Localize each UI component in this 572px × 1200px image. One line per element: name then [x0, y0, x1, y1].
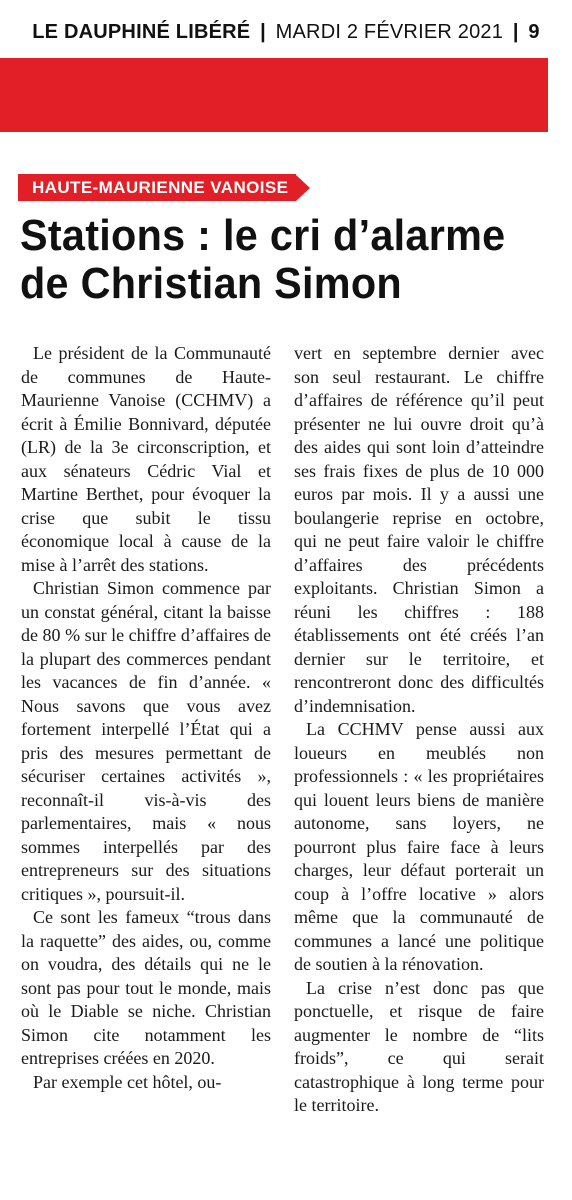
rubric-arrow-icon — [296, 175, 310, 201]
page-number: 9 — [528, 21, 540, 43]
paragraph — [21, 1071, 271, 1095]
article-headline — [20, 212, 528, 308]
paragraph — [294, 718, 544, 977]
column-divider — [282, 345, 283, 1180]
article-column-left — [21, 342, 271, 1094]
section-rubric — [18, 174, 310, 201]
paragraph-text: Par exemple cet hôtel, ou- — [33, 1071, 222, 1092]
newspaper-name: LE DAUPHINÉ LIBÉRÉ — [32, 21, 251, 43]
paragraph-text: Ce sont les fameux “trous dans la raquette” des aides, ou, comme on voudra, des détails qui ne le sont pas pour tout le monde, mais où le Diable se niche. Christian Simon cite notamment les entreprises créées en 2020. — [21, 907, 271, 1068]
paragraph-text: La CCHMV pense aussi aux loueurs en meublés non professionnels : « les propriétaires qui louent leurs biens de manière autonome, sans loyers, ne pourront plus faire face à leurs charges, leur défaut porterait un coup à l’offre locative » alors même que la communauté de communes a lancé une politique de soutien à la rénovation. — [294, 719, 544, 974]
red-banner — [0, 58, 548, 132]
article-column-right — [294, 342, 544, 1118]
paragraph — [21, 342, 271, 577]
paragraph-text: La crise n’est donc pas que ponctuelle, et risque de faire augmenter le nombre de “lits froids”, ce qui serait catastrophique à long terme pour le territoire. — [294, 977, 544, 1115]
paragraph-text: Le président de la Communauté de communes de Haute-Maurienne Vanoise (CCHMV) a écrit à Émilie Bonnivard, députée (LR) de la 3e circonscription, et aux sénateurs Cédric Vial et Martine Berthet, pour évoquer la crise que subit le tissu économique local à cause de la mise à l’arrêt des stations. — [21, 343, 271, 575]
page-header — [0, 0, 572, 64]
paragraph-text: Christian Simon commence par un constat général, citant la baisse de 80 % sur le chiffre d’affaires de la plupart des commerces pendant les vacances de fin d’année. « Nous savons que vous avez fortement interpellé l’État qui a pris des mesures permettant de sécuriser certaines activités », reconnaît-il vis-à-vis des parlementaires, mais « nous sommes interpellés par des entrepreneurs sur des situations critiques », poursuit-il. — [21, 578, 271, 904]
paragraph — [21, 577, 271, 906]
paragraph — [294, 977, 544, 1118]
headline-line-1: Stations : le cri d’alarme — [20, 211, 506, 260]
paragraph — [21, 906, 271, 1071]
rubric-label: HAUTE-MAURIENNE VANOISE — [18, 174, 296, 201]
paragraph — [294, 342, 544, 718]
headline-line-2: de Christian Simon — [20, 259, 402, 308]
header-separator: | — [512, 21, 519, 43]
paragraph-text: vert en septembre dernier avec son seul restaurant. Le chiffre d’affaires de référence qu’il peut présenter ne lui ouvre droit qu’à des aides qui sont loin d’atteindre ses frais fixes de plus de 10 000 euros par mois. Il y a aussi une boulangerie reprise en octobre, qui ne peut faire valoir le chiffre d’affaires des précédents exploitants. Christian Simon a réuni les chiffres : 188 établissements ont été créés l’an dernier sur le territoire, et rencontreront donc des difficultés d’indemnisation. — [294, 343, 544, 716]
header-separator: | — [260, 21, 266, 43]
issue-date: MARDI 2 FÉVRIER 2021 — [275, 21, 504, 43]
